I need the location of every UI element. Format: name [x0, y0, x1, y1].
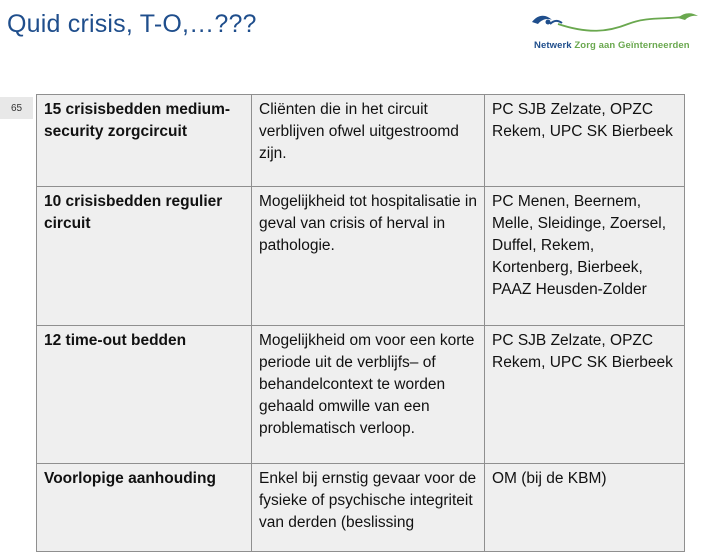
bed-type-cell: 10 crisisbedden regulier circuit: [37, 187, 252, 326]
locations-cell: PC SJB Zelzate, OPZC Rekem, UPC SK Bierbeek: [485, 326, 685, 464]
crisis-beds-table: [36, 94, 685, 552]
bed-type-cell: 12 time-out bedden: [37, 326, 252, 464]
network-logo: [528, 10, 714, 58]
description-cell: Enkel bij ernstig gevaar voor de fysieke of psychische integriteit van derden (beslissing: [252, 464, 485, 552]
locations-cell: PC SJB Zelzate, OPZC Rekem, UPC SK Bierbeek: [485, 95, 685, 187]
locations-cell: OM (bij de KBM): [485, 464, 685, 552]
logo-text-rest: Zorg aan Geïnterneerden: [574, 40, 690, 51]
slide-number: 65: [0, 97, 33, 119]
slide-title: Quid crisis, T-O,…???: [7, 10, 257, 38]
locations-cell: PC Menen, Beernem, Melle, Sleidinge, Zoersel, Duffel, Rekem, Kortenberg, Bierbeek, PAAZ Heusden-Zolder: [485, 187, 685, 326]
logo-text-network: Netwerk: [534, 40, 575, 51]
description-cell: Cliënten die in het circuit verblijven ofwel uitgestroomd zijn.: [252, 95, 485, 187]
logo-text: [534, 40, 690, 51]
description-cell: Mogelijkheid om voor een korte periode uit de verblijfs– of behandelcontext te worden gehaald omwille van een problematisch verloop.: [252, 326, 485, 464]
table-row: [37, 326, 685, 464]
table-row: [37, 464, 685, 552]
table-row: [37, 95, 685, 187]
table-row: [37, 187, 685, 326]
description-cell: Mogelijkheid tot hospitalisatie in geval van crisis of herval in pathologie.: [252, 187, 485, 326]
bed-type-cell: 15 crisisbedden medium-security zorgcircuit: [37, 95, 252, 187]
flying-bird-icon: [528, 10, 714, 40]
bed-type-cell: Voorlopige aanhouding: [37, 464, 252, 552]
